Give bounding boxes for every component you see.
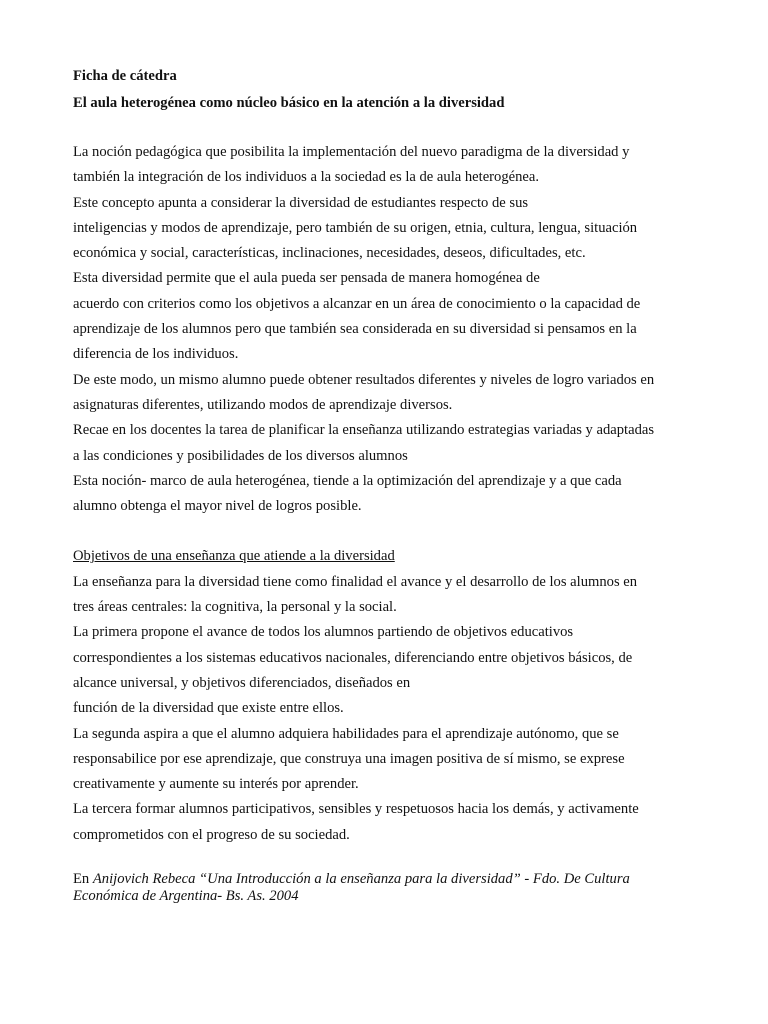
section-line: La primera propone el avance de todos los alumnos partiendo de objetivos educativos: [73, 624, 574, 641]
section-line: responsabilice por ese aprendizaje, que construya una imagen positiva de sí mismo, se exprese: [73, 750, 625, 767]
intro-line: inteligencias y modos de aprendizaje, pero también de su origen, etnia, cultura, lengua, situación: [73, 219, 638, 236]
section-line: correspondientes a los sistemas educativos nacionales, diferenciando entre objetivos básicos, de: [73, 649, 633, 666]
citation-prefix: En: [73, 871, 93, 888]
paragraph-gap: [73, 519, 713, 544]
document-title: Ficha de cátedra: [73, 68, 177, 84]
intro-line: a las condiciones y posibilidades de los diversos alumnos: [73, 447, 408, 464]
intro-line: Esta diversidad permite que el aula pueda ser pensada de manera homogénea de: [73, 270, 540, 287]
citation-line-1: [73, 871, 713, 888]
intro-line: también la integración de los individuos a la sociedad es la de aula heterogénea.: [73, 169, 540, 186]
citation-line-2: Económica de Argentina- Bs. As. 2004: [73, 888, 299, 905]
intro-line: diferencia de los individuos.: [73, 346, 239, 363]
section-line: La tercera formar alumnos participativos, sensibles y respetuosos hacia los demás, y activamente: [73, 801, 639, 818]
document-page: [73, 64, 713, 905]
intro-line: aprendizaje de los alumnos pero que también sea considerada en su diversidad si pensamos en la: [73, 321, 637, 338]
intro-line: Recae en los docentes la tarea de planificar la enseñanza utilizando estrategias variadas y adaptadas: [73, 422, 655, 439]
section-line: La enseñanza para la diversidad tiene como finalidad el avance y el desarrollo de los alumnos en: [73, 573, 638, 590]
intro-line: económica y social, características, inclinaciones, necesidades, deseos, dificultades, etc.: [73, 245, 586, 262]
section-line: alcance universal, y objetivos diferenciados, diseñados en: [73, 674, 411, 691]
section-line: tres áreas centrales: la cognitiva, la personal y la social.: [73, 599, 397, 616]
section-line: creativamente y aumente su interés por aprender.: [73, 776, 359, 793]
intro-line: alumno obtenga el mayor nivel de logros posible.: [73, 498, 362, 515]
intro-paragraphs: [73, 140, 713, 519]
intro-line: Esta noción- marco de aula heterogénea, tiende a la optimización del aprendizaje y a que cada: [73, 472, 622, 489]
section-line: función de la diversidad que existe entre ellos.: [73, 700, 344, 717]
document-subtitle: El aula heterogénea como núcleo básico en la atención a la diversidad: [73, 95, 505, 111]
intro-line: La noción pedagógica que posibilita la implementación del nuevo paradigma de la diversidad y: [73, 144, 630, 160]
intro-line: Este concepto apunta a considerar la diversidad de estudiantes respecto de sus: [73, 194, 529, 211]
intro-line: De este modo, un mismo alumno puede obtener resultados diferentes y niveles de logro variados en: [73, 371, 655, 388]
citation-reference: Anijovich Rebeca “Una Introducción a la enseñanza para la diversidad” - Fdo. De Cultura: [92, 871, 630, 888]
section-line: comprometidos con el progreso de su sociedad.: [73, 826, 350, 843]
section-paragraphs: [73, 544, 713, 848]
intro-line: asignaturas diferentes, utilizando modos de aprendizaje diversos.: [73, 396, 453, 413]
citation: [73, 871, 713, 905]
intro-line: acuerdo con criterios como los objetivos a alcanzar en un área de conocimiento o la capacidad de: [73, 295, 641, 312]
section-title: Objetivos de una enseñanza que atiende a la diversidad: [73, 548, 395, 565]
section-line: La segunda aspira a que el alumno adquiera habilidades para el aprendizaje autónomo, que se: [73, 725, 619, 742]
